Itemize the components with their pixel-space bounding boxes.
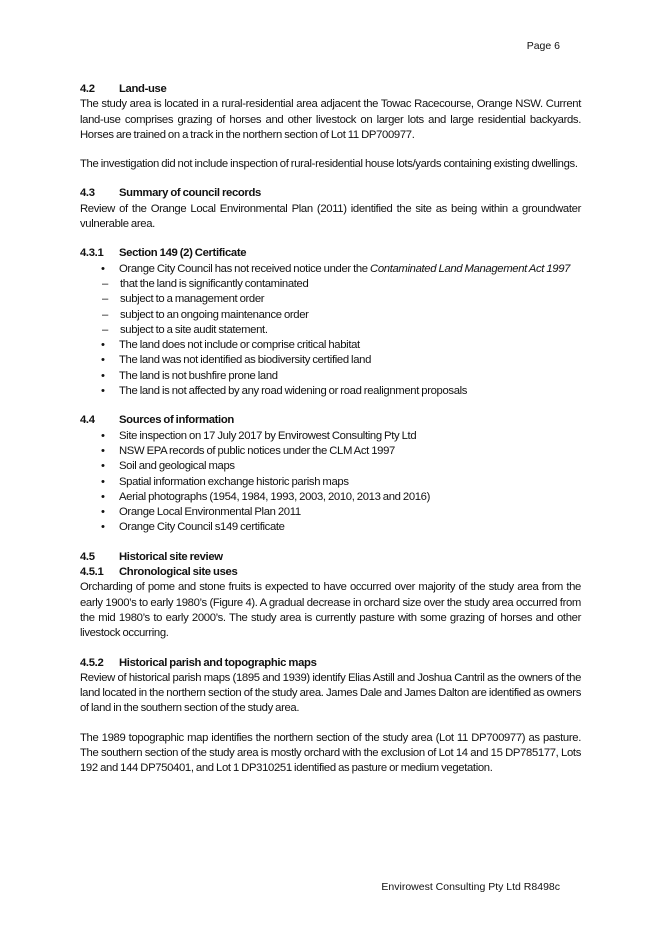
list-item: • NSW EPA records of public notices under the CLM Act 1997: [80, 444, 581, 459]
section-4-4-heading: [80, 413, 581, 428]
certificate-list: [80, 262, 581, 277]
notice-text: Orange City Council has not received notice under the: [119, 262, 371, 275]
list-item: – subject to a management order: [80, 292, 581, 307]
list-item: • Spatial information exchange historic parish maps: [80, 475, 581, 490]
section-title: Chronological site uses: [119, 566, 238, 579]
section-4-5-heading: [80, 550, 581, 565]
topographic-map-paragraph: The 1989 topographic map identifies the northern section of the study area (Lot 11 DP700977) as pasture. The southern section of the study area is mostly orchard with the exclusion of Lot 14 and 15 DP785177, Lots 192 and 144 DP750401, and Lot 1 DP310251 identified as pasture or medium vegetation.: [80, 731, 581, 775]
section-4-2-heading: [80, 82, 581, 97]
land-use-paragraph-2: The investigation did not include inspection of rural-residential house lots/yards containing existing dwellings.: [80, 158, 578, 171]
list-item: • Orange Local Environmental Plan 2011: [80, 505, 581, 520]
section-number: 4.3.1: [80, 247, 104, 260]
list-item: • The land was not identified as biodiversity certified land: [80, 353, 581, 368]
section-number: 4.5.1: [80, 566, 104, 579]
section-title: Historical parish and topographic maps: [119, 656, 317, 669]
list-item: • Site inspection on 17 July 2017 by Envirowest Consulting Pty Ltd: [80, 429, 581, 444]
list-item: • The land is not bushfire prone land: [80, 369, 581, 384]
act-name: Contaminated Land Management Act 1997: [370, 262, 571, 275]
section-4-5-1-heading: [80, 565, 581, 580]
land-use-paragraph-1: The study area is located in a rural-residential area adjacent the Towac Racecourse, Orange NSW. Current land-use comprises grazing of horses and other livestock on larger lots and large residential backyards. Horses are trained on a track in the northern section of Lot 11 DP700977.: [80, 98, 581, 141]
council-records-paragraph: Review of the Orange Local Environmental Plan (2011) identified the site as being within a groundwater vulnerable area.: [80, 202, 581, 231]
list-item: – that the land is significantly contaminated: [80, 277, 581, 292]
list-item: – subject to an ongoing maintenance order: [80, 308, 581, 323]
sources-list: [80, 429, 581, 536]
section-number: 4.3: [80, 187, 95, 200]
notice-sub-list: [80, 277, 581, 338]
document-body: [80, 82, 581, 777]
footer-report-id: Envirowest Consulting Pty Ltd R8498c: [381, 881, 560, 893]
site-uses-paragraph: Orcharding of pome and stone fruits is expected to have occurred over majority of the study area from the early 1900’s to early 1980’s (Figure 4). A gradual decrease in orchard size over the study area occurred from the mid 1980’s to early 2000’s. The study area is currently pasture with some grazing of horses and other livestock occurring.: [80, 581, 581, 640]
section-4-3-heading: [80, 186, 581, 201]
section-4-3-1-heading: [80, 246, 581, 261]
page-number: Page 6: [526, 40, 560, 52]
section-title: Historical site review: [119, 550, 223, 563]
certificate-list-continued: [80, 338, 581, 399]
section-title: Land-use: [119, 83, 167, 95]
list-item: • Aerial photographs (1954, 1984, 1993, 2003, 2010, 2013 and 2016): [80, 490, 581, 505]
list-item: – subject to a site audit statement.: [80, 323, 581, 338]
list-item: • Orange City Council s149 certificate: [80, 520, 581, 535]
list-item: [80, 262, 581, 277]
section-title: Sources of information: [119, 414, 234, 427]
section-number: 4.5.2: [80, 656, 104, 669]
list-item: • The land does not include or comprise critical habitat: [80, 338, 581, 353]
section-number: 4.2: [80, 83, 95, 95]
section-number: 4.4: [80, 414, 95, 427]
section-title: Summary of council records: [119, 187, 261, 200]
list-item: • The land is not affected by any road widening or road realignment proposals: [80, 384, 581, 399]
section-title: Section 149 (2) Certificate: [119, 247, 247, 260]
section-4-5-2-heading: [80, 656, 581, 671]
section-number: 4.5: [80, 550, 95, 563]
list-item: • Soil and geological maps: [80, 459, 581, 474]
parish-maps-paragraph: Review of historical parish maps (1895 and 1939) identify Elias Astill and Joshua Cantril as the owners of the land located in the northern section of the study area. James Dale and James Dalton are identified as owners of land in the southern section of the study area.: [80, 671, 581, 715]
